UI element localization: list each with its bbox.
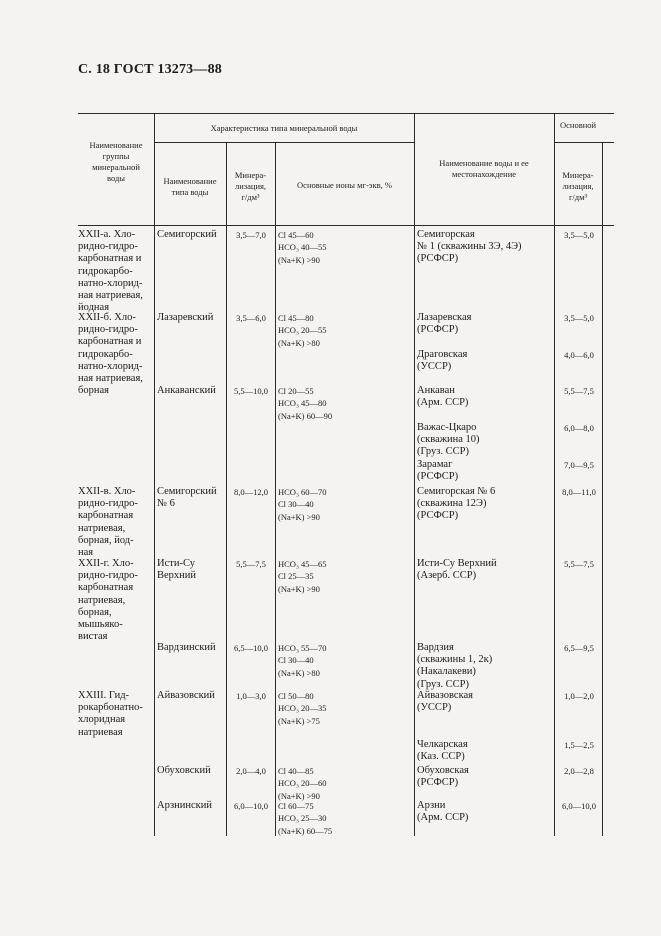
place-mineralization: 3,5—5,0 [564,230,594,240]
place-mineralization: 8,0—11,0 [562,487,596,497]
group-xxii-b: XXII-б. Хло- ридно-гидро- карбонатная и гидрокарбо- натно-хлорид- ная натриевая, борная [78,312,143,397]
col-divider-1 [154,113,155,836]
place-mineralization: 2,0—2,8 [564,766,594,776]
type-name: Семигорский [157,229,217,240]
type-ions: Cl 60—75 HCO₃ 25—30 (Na+K) 60—75 [278,801,333,836]
type-name: Анкаванский [157,385,216,396]
group-xxii-g: XXII-г. Хло- ридно-гидро- карбонатная натриевая, борная, мышьяко- вистая [78,558,138,643]
type-mineralization: 5,5—10,0 [234,386,268,396]
type-ions: HCO₃ 55—70 Cl 30—40 (Na+K) >80 [278,643,327,678]
type-ions: Cl 50—80 HCO₃ 20—35 (Na+K) >75 [278,691,327,726]
header-mineralization-2: Минера- лизация, г/дм³ [562,170,594,202]
type-ions: Cl 45—60 HCO₃ 40—55 (Na+K) >90 [278,230,327,265]
header-type-name: Наименование типа воды [163,176,217,197]
page-title: С. 18 ГОСТ 13273—88 [78,62,222,77]
place-mineralization: 1,0—2,0 [564,691,594,701]
subheader-rule-right [554,142,614,143]
water-place: Арзни (Арм. ССР) [417,800,469,824]
place-mineralization: 5,5—7,5 [564,559,594,569]
water-place: Анкаван (Арм. ССР) [417,385,469,409]
type-name: Вардзинский [157,642,216,653]
type-ions: Cl 45—80 HCO₃ 20—55 (Na+K) >80 [278,313,327,348]
type-name: Арзнинский [157,800,212,811]
header-group: Наименование группы минеральной воды [89,140,143,183]
type-ions: Cl 40—85 HCO₃ 20—60 (Na+K) >90 [278,766,327,801]
type-mineralization: 6,0—10,0 [234,801,268,811]
water-place: Айвазовская (УССР) [417,690,474,714]
place-mineralization: 6,0—8,0 [564,423,594,433]
type-mineralization: 3,5—7,0 [236,230,266,240]
place-mineralization: 5,5—7,5 [564,386,594,396]
type-ions: Cl 20—55 HCO₃ 45—80 (Na+K) 60—90 [278,386,333,421]
type-mineralization: 2,0—4,0 [236,766,266,776]
type-ions: HCO₃ 45—65 Cl 25—35 (Na+K) >90 [278,559,327,594]
place-mineralization: 1,5—2,5 [564,740,594,750]
water-place: Обуховская (РСФСР) [417,765,469,789]
header-ions: Основные ионы мг-экв, % [297,180,392,190]
col-divider-4 [414,113,415,836]
col-divider-3 [275,142,276,836]
type-mineralization: 6,5—10,0 [234,643,268,653]
water-place: Важас-Цкаро (скважина 10) (Груз. ССР) [417,422,480,458]
water-place: Лазаревская (РСФСР) [417,312,472,336]
water-place: Вардзия (скважины 1, 2к) (Накалакеви) (Груз. ССР) [417,642,493,690]
header-characteristic: Характеристика типа минеральной воды [210,123,358,133]
group-xxii-a: XXII-а. Хло- ридно-гидро- карбонатная и гидрокарбо- натно-хлорид- ная натриевая, йодная [78,229,143,314]
header-water-place: Наименование воды и ее местонахождение [439,158,529,179]
type-name: Лазаревский [157,312,214,323]
place-mineralization: 6,5—9,5 [564,643,594,653]
group-xxiii: XXIII. Гид- рокарбонатно- хлоридная натриевая [78,690,143,738]
place-mineralization: 4,0—6,0 [564,350,594,360]
type-name: Исти-Су Верхний [157,558,197,582]
place-mineralization: 3,5—5,0 [564,313,594,323]
water-place: Челкарская (Каз. ССР) [417,739,468,763]
water-place: Семигорская № 6 (скважина 12Э) (РСФСР) [417,486,496,522]
type-mineralization: 8,0—12,0 [234,487,268,497]
type-ions: HCO₃ 60—70 Cl 30—40 (Na+K) >90 [278,487,327,522]
water-place: Исти-Су Верхний (Азерб. ССР) [417,558,497,582]
col-divider-5 [554,113,555,836]
water-place: Семигорская № 1 (скважины 3Э, 4Э) (РСФСР) [417,229,522,265]
place-mineralization: 7,0—9,5 [564,460,594,470]
type-name: Семигорский № 6 [157,486,217,510]
subheader-rule [154,142,414,143]
table-top-rule [78,113,614,114]
col-divider-6 [602,142,603,836]
group-xxii-v: XXII-в. Хло- ридно-гидро- карбонатная натриевая, борная, йод- ная [78,486,138,559]
type-mineralization: 5,5—7,5 [236,559,266,569]
place-mineralization: 6,0—10,0 [562,801,596,811]
type-mineralization: 3,5—6,0 [236,313,266,323]
header-bottom-rule [78,225,614,226]
water-place: Драговская (УССР) [417,349,468,373]
type-name: Обуховский [157,765,211,776]
header-main: Основной [560,120,597,130]
type-name: Айвазовский [157,690,215,701]
water-place: Зарамаг (РСФСР) [417,459,459,483]
type-mineralization: 1,0—3,0 [236,691,266,701]
header-mineralization: Минера- лизация, г/дм³ [234,170,267,202]
